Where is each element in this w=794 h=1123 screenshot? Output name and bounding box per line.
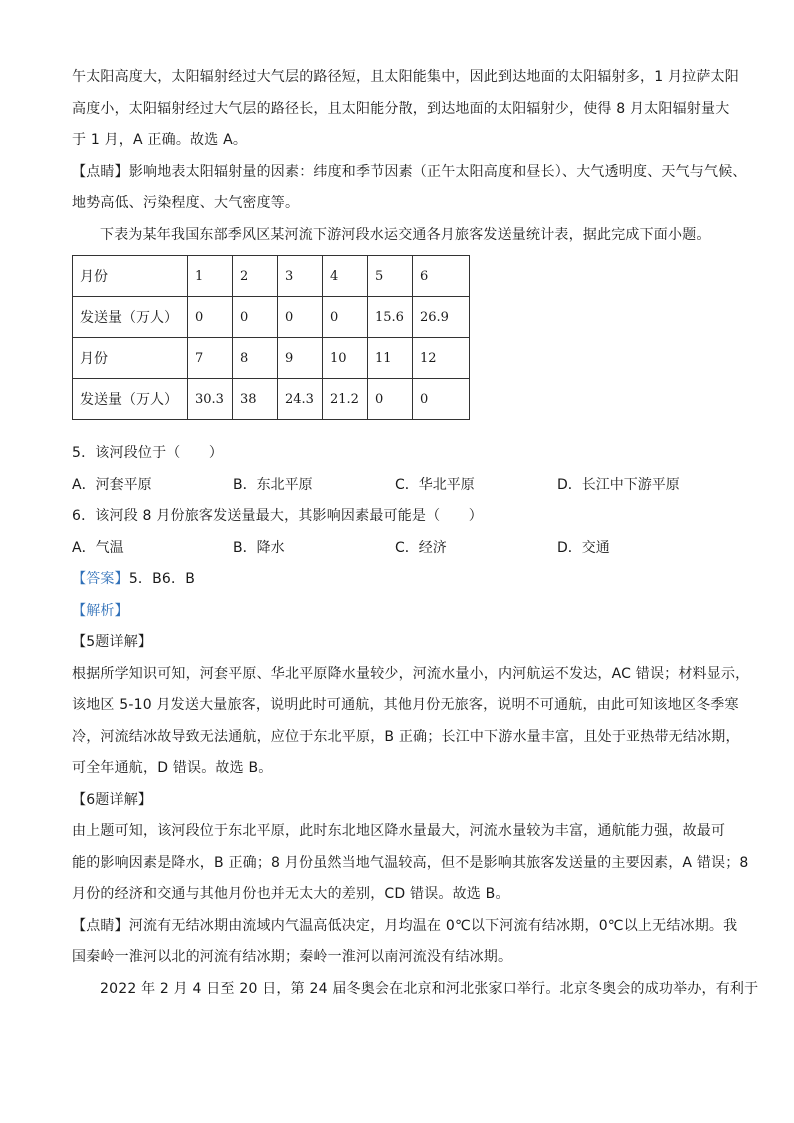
table-cell: 11 (368, 338, 413, 379)
question-5-options (72, 470, 732, 502)
dianjing-1-line-2: 地势高低、污染程度、大气密度等。 (72, 195, 300, 211)
table-row (73, 338, 470, 379)
option-d: D．长江中下游平原 (557, 476, 680, 493)
answer-tag: 【答案】 (72, 571, 129, 587)
table-cell: 月份 (73, 256, 188, 297)
option-d: D．交通 (557, 539, 610, 556)
table-cell: 0 (188, 297, 233, 338)
table-cell: 26.9 (413, 297, 470, 338)
table-cell: 发送量（万人） (73, 297, 188, 338)
dianjing-tag: 【点睛】 (72, 163, 129, 180)
intro-line-3: 于 1 月，A 正确。故选 A。 (72, 132, 248, 148)
dianjing-tag: 【点睛】 (72, 917, 129, 934)
option-b: B．东北平原 (233, 476, 313, 493)
option-a: A．气温 (72, 539, 124, 556)
final-line: 2022 年 2 月 4 日至 20 日，第 24 届冬奥会在北京和河北张家口举行。北京冬奥会的成功举办，有利于 (100, 980, 759, 997)
table-row (73, 297, 470, 338)
table-cell: 5 (368, 256, 413, 297)
table-row (73, 256, 470, 297)
table-intro: 下表为某年我国东部季风区某河流下游河段水运交通各月旅客发送量统计表，据此完成下面小题。 (100, 226, 711, 243)
question-6-stem: 6．该河段 8 月份旅客发送量最大，其影响因素最可能是（ ） (72, 508, 483, 524)
intro-line-1: 午太阳高度大，太阳辐射经过大气层的路径短，且太阳能集中，因此到达地面的太阳辐射多，1 月拉萨太阳 (72, 69, 739, 85)
analysis-tag: 【解析】 (72, 602, 129, 619)
table-cell: 21.2 (323, 379, 368, 420)
table-cell: 0 (233, 297, 278, 338)
detail-5-title: 【5题详解】 (72, 634, 153, 650)
dianjing-text: 影响地表太阳辐射量的因素：纬度和季节因素（正午太阳高度和昼长）、大气透明度、天气与气候、 (128, 163, 747, 180)
detail-6-title: 【6题详解】 (72, 791, 153, 808)
option-c: C．经济 (395, 539, 447, 556)
answer-line (72, 564, 732, 596)
detail-6-line: 月份的经济和交通与其他月份也并无太大的差别，CD 错误。故选 B。 (72, 886, 510, 902)
table-cell: 30.3 (188, 379, 233, 420)
detail-5-line: 可全年通航，D 错误。故选 B。 (72, 760, 273, 776)
option-c: C．华北平原 (395, 476, 475, 493)
answer-text: 5．B6．B (128, 571, 196, 587)
question-6-options (72, 533, 732, 565)
question-5-stem: 5．该河段位于（ ） (72, 445, 224, 461)
table-cell: 发送量（万人） (73, 379, 188, 420)
table-cell: 10 (323, 338, 368, 379)
table-cell: 1 (188, 256, 233, 297)
option-b: B．降水 (233, 539, 285, 556)
table-cell: 15.6 (368, 297, 413, 338)
table-cell: 月份 (73, 338, 188, 379)
detail-5-line: 冷，河流结冰故导致无法通航，应位于东北平原，B 正确；长江中下游水量丰富，且处于亚热带无结冰期， (72, 728, 740, 745)
dianjing-2-line-1 (72, 911, 738, 943)
document-page (72, 62, 759, 1005)
table-cell: 12 (413, 338, 470, 379)
table-cell: 7 (188, 338, 233, 379)
detail-6-line: 由上题可知，该河段位于东北平原，此时东北地区降水量最大，河流水量较为丰富，通航能力强，故最可 (72, 823, 726, 839)
detail-6-line: 能的影响因素是降水，B 正确；8 月份虽然当地气温较高，但不是影响其旅客发送量的主要因素，A 错误；8 (72, 854, 749, 871)
table-row (73, 379, 470, 420)
passenger-table (72, 255, 470, 420)
dianjing-2-line-2: 国秦岭一淮河以北的河流有结冰期；秦岭一淮河以南河流没有结冰期。 (72, 949, 513, 965)
table-cell: 9 (278, 338, 323, 379)
table-cell: 0 (368, 379, 413, 420)
table-cell: 0 (278, 297, 323, 338)
detail-5-line: 根据所学知识可知，河套平原、华北平原降水量较少，河流水量小，内河航运不发达，AC 错误；材料显示， (72, 665, 750, 682)
table-cell: 0 (323, 297, 368, 338)
table-cell: 0 (413, 379, 470, 420)
dianjing-1-line-1 (72, 157, 747, 189)
table-cell: 6 (413, 256, 470, 297)
table-cell: 2 (233, 256, 278, 297)
table-cell: 8 (233, 338, 278, 379)
option-a: A．河套平原 (72, 476, 152, 493)
detail-5-line: 该地区 5-10 月发送大量旅客，说明此时可通航，其他月份无旅客，说明不可通航，由此可知该地区冬季寒 (72, 697, 739, 713)
table-cell: 4 (323, 256, 368, 297)
table-cell: 38 (233, 379, 278, 420)
table-cell: 24.3 (278, 379, 323, 420)
intro-line-2: 高度小，太阳辐射经过大气层的路径长，且太阳能分散，到达地面的太阳辐射少，使得 8 月太阳辐射量大 (72, 100, 730, 117)
dianjing-text: 河流有无结冰期由流域内气温高低决定，月均温在 0℃以下河流有结冰期，0℃以上无结冰期。我 (128, 917, 738, 934)
table-cell: 3 (278, 256, 323, 297)
